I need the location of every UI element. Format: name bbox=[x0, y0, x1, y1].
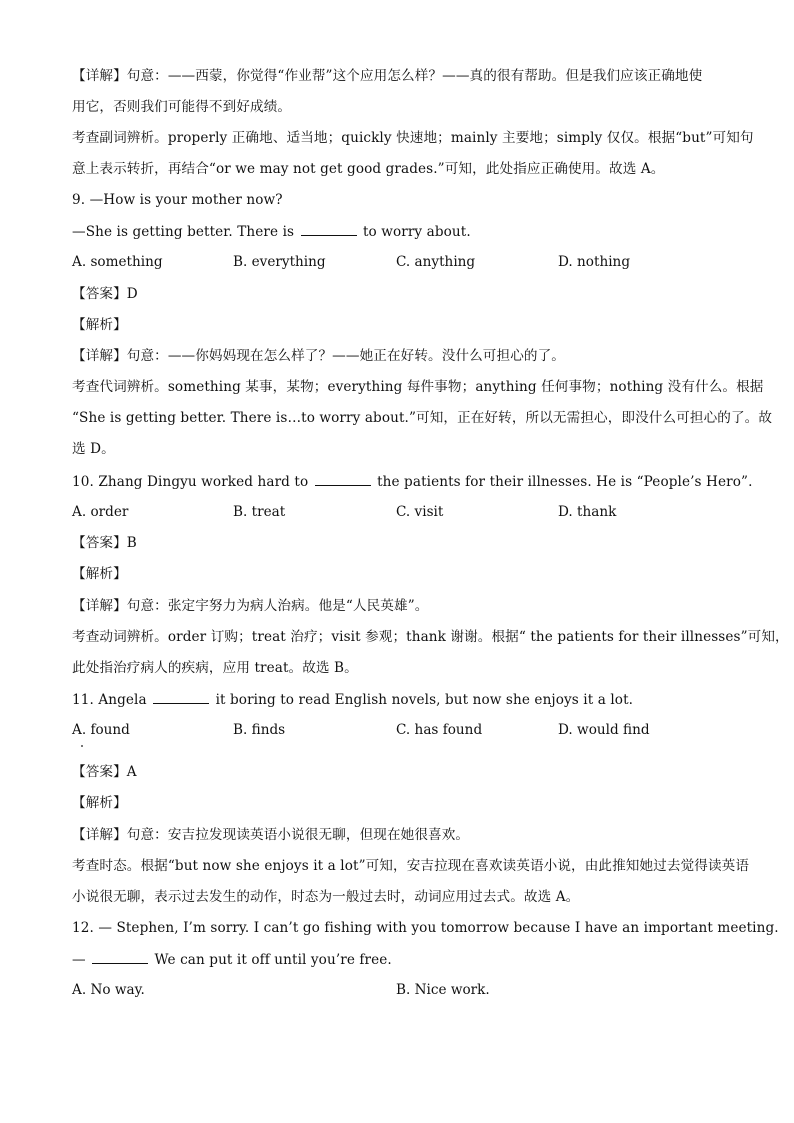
q10-option-c: C. visit bbox=[396, 504, 444, 520]
q11-analysis-heading: 【解析】 bbox=[72, 795, 127, 811]
q11-stem bbox=[72, 689, 732, 710]
q12-option-b: B. Nice work. bbox=[396, 982, 490, 998]
q11-detail: 考查时态。根据“but now she enjoys it a lot”可知，安吉拉现在喜欢读英语小说，由此推知她过去觉得读英语 bbox=[72, 858, 750, 874]
q10-stem bbox=[72, 471, 753, 492]
q9-option-d: D. nothing bbox=[558, 254, 631, 270]
analysis-line: 考查副词辨析。properly 正确地、适当地；quickly 快速地；mainly 主要地；simply 仅仅。根据“but”可知句 bbox=[72, 130, 754, 146]
q10-answer: 【答案】B bbox=[72, 535, 137, 551]
q9-detail: 【详解】句意：——你妈妈现在怎么样了？——她正在好转。没什么可担心的了。 bbox=[72, 348, 565, 364]
q9-option-a: A. something bbox=[72, 254, 163, 270]
q12-stem: 12. — Stephen, I’m sorry. I can’t go fishing with you tomorrow because I have an important meeting. bbox=[72, 920, 779, 936]
q12-dialogue-part2: We can put it off until you’re free. bbox=[154, 952, 392, 968]
q10-option-a: A. order bbox=[72, 504, 129, 520]
q10-stem-part1: 10. Zhang Dingyu worked hard to bbox=[72, 474, 309, 490]
q11-option-a: A. found bbox=[72, 722, 130, 738]
q11-detail: 小说很无聊，表示过去发生的动作，时态为一般过去时，动词应用过去式。故选 A。 bbox=[72, 889, 580, 905]
q10-stem-part2: the patients for their illnesses. He is “People’s Hero”. bbox=[377, 474, 753, 490]
q10-detail: 此处指治疗病人的疾病，应用 treat。故选 B。 bbox=[72, 660, 358, 676]
q11-stem-part2: it boring to read English novels, but now she enjoys it a lot. bbox=[215, 692, 634, 708]
q9-detail: 选 D。 bbox=[72, 441, 115, 457]
q10-detail: 【详解】句意：张定宇努力为病人治病。他是“人民英雄”。 bbox=[72, 598, 429, 614]
q11-option-d: D. would find bbox=[558, 722, 650, 738]
answer-blank bbox=[315, 471, 371, 486]
explanation-line: 【详解】句意：——西蒙，你觉得“作业帮”这个应用怎么样？——真的很有帮助。但是我们应该正确地使 bbox=[72, 68, 703, 84]
q9-option-c: C. anything bbox=[396, 254, 476, 270]
q9-stem: 9. —How is your mother now? bbox=[72, 192, 283, 208]
q12-dialogue bbox=[72, 949, 732, 970]
q9-analysis-heading: 【解析】 bbox=[72, 317, 127, 333]
analysis-line: 意上表示转折，再结合“or we may not get good grades.”可知，此处指应正确使用。故选 A。 bbox=[72, 161, 665, 177]
q11-detail: 【详解】句意：安吉拉发现读英语小说很无聊，但现在她很喜欢。 bbox=[72, 827, 470, 843]
q9-dialogue-part2: to worry about. bbox=[362, 224, 471, 240]
q10-option-d: D. thank bbox=[558, 504, 617, 520]
q10-option-b: B. treat bbox=[233, 504, 286, 520]
answer-blank bbox=[92, 949, 148, 964]
q10-analysis-heading: 【解析】 bbox=[72, 566, 127, 582]
explanation-line: 用它，否则我们可能得不到好成绩。 bbox=[72, 99, 292, 115]
answer-blank bbox=[153, 689, 209, 704]
q9-detail: “She is getting better. There is…to worry about.”可知，正在好转，所以无需担心，即没什么可担心的了。故 bbox=[72, 410, 773, 426]
q9-answer: 【答案】D bbox=[72, 286, 138, 302]
q9-dialogue-part1: —She is getting better. There is bbox=[72, 224, 295, 240]
q10-detail: 考查动词辨析。order 订购；treat 治疗；visit 参观；thank 谢谢。根据“ the patients for their illnesses”可知， bbox=[72, 629, 789, 645]
q11-option-b: B. finds bbox=[233, 722, 286, 738]
q11-option-c: C. has found bbox=[396, 722, 483, 738]
q9-dialogue bbox=[72, 221, 732, 242]
stray-mark bbox=[81, 745, 83, 747]
answer-blank bbox=[301, 221, 357, 236]
q12-option-a: A. No way. bbox=[72, 982, 145, 998]
q11-stem-part1: 11. Angela bbox=[72, 692, 147, 708]
q12-dialogue-part1: — bbox=[72, 952, 86, 968]
q11-answer: 【答案】A bbox=[72, 764, 137, 780]
q9-detail: 考查代词辨析。something 某事，某物；everything 每件事物；anything 任何事物；nothing 没有什么。根据 bbox=[72, 379, 764, 395]
q9-option-b: B. everything bbox=[233, 254, 326, 270]
